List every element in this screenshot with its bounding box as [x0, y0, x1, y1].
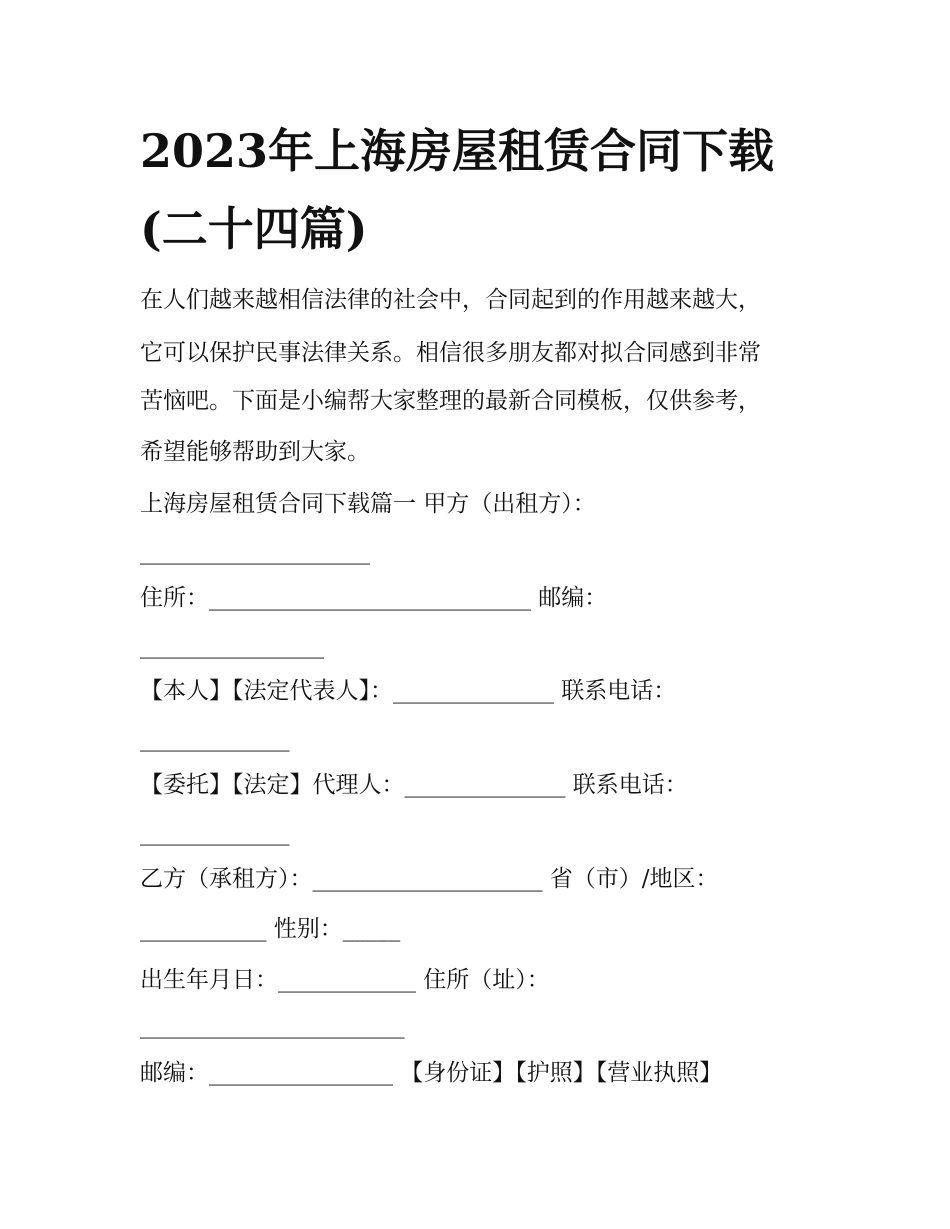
- intro-line-3: 苦恼吧。下面是小编帮大家整理的最新合同模板，仅供参考，: [140, 388, 761, 414]
- body-line-1: 上海房屋租赁合同下载篇一 甲方（出租方）：: [140, 491, 596, 517]
- body-line-12: _______________________: [140, 1013, 405, 1039]
- title-line-2: (二十四篇): [140, 202, 368, 256]
- document-title: [140, 112, 840, 268]
- body-line-10: ___________ 性别：_____: [140, 916, 401, 942]
- body-line-7: 【委托】【法定】代理人：______________ 联系电话：: [140, 772, 688, 798]
- intro-line-2: 它可以保护民事法律关系。相信很多朋友都对拟合同感到非常: [140, 340, 761, 366]
- body-line-9: 乙方（承租方）：____________________ 省（市）/地区：: [140, 866, 719, 892]
- body-line-6: _____________: [140, 726, 290, 752]
- intro-line-1: 在人们越来越相信法律的社会中，合同起到的作用越来越大，: [140, 287, 761, 313]
- intro-line-4: 希望能够帮助到大家。: [140, 439, 370, 465]
- title-line-1: 2023年上海房屋租赁合同下载: [140, 124, 775, 178]
- body-line-8: _____________: [140, 820, 290, 846]
- body-line-4: ________________: [140, 633, 324, 659]
- body-line-13: 邮编：________________ 【身份证】【护照】【营业执照】: [140, 1060, 723, 1086]
- body-line-3: 住所：____________________________ 邮编：: [140, 585, 608, 611]
- body-line-2: ____________________: [140, 539, 370, 565]
- body-line-5: 【本人】【法定代表人】：______________ 联系电话：: [140, 678, 677, 704]
- body-line-11: 出生年月日：____________ 住所（址）：: [140, 967, 550, 993]
